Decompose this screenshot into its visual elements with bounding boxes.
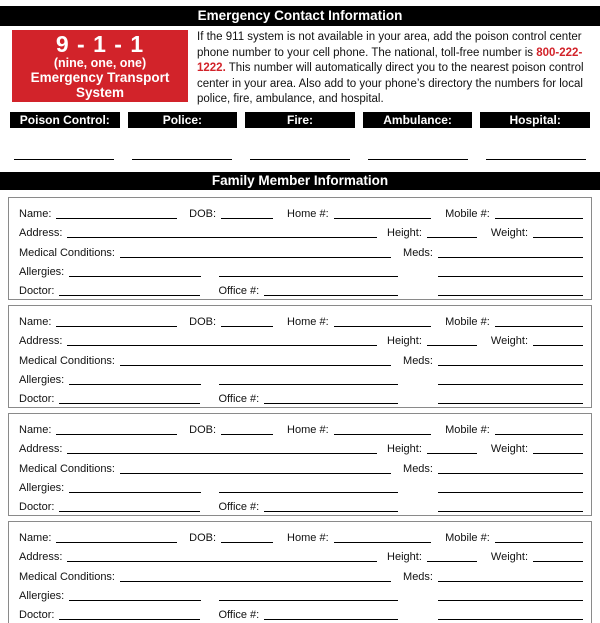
contact-label-ambulance: Ambulance: [363, 112, 473, 128]
poison-control-blank-line [14, 159, 114, 160]
member-row-allergies [19, 584, 583, 603]
family-section-bar [0, 172, 600, 190]
instructions-paragraph [197, 30, 588, 106]
header-title: Emergency Contact Information [197, 8, 403, 23]
meds-label: Meds: [403, 570, 433, 583]
dob-label: DOB: [189, 532, 217, 545]
meds-continuation-line-2 [438, 511, 583, 512]
weight-label: Weight: [490, 551, 528, 564]
allergies-blank-line [69, 492, 201, 493]
member-row-allergies [19, 476, 583, 495]
member-row-doctor [19, 495, 583, 514]
medical-conditions-label: Medical Conditions: [19, 354, 115, 367]
emergency-911-box [12, 30, 188, 102]
weight-blank-line [533, 237, 583, 238]
office-phone-blank-line [264, 403, 398, 404]
poison-control-phone-number: 800-222-1222. [197, 46, 583, 75]
height-label: Height: [387, 335, 422, 348]
member-row-doctor [19, 387, 583, 406]
home-phone-label: Home #: [287, 532, 329, 545]
doctor-blank-line [59, 295, 200, 296]
emergency-contact-fill-lines [0, 159, 600, 160]
emergency-contact-labels [0, 112, 600, 128]
office-phone-blank-line [264, 295, 398, 296]
height-label: Height: [387, 551, 422, 564]
member-row-address [19, 437, 583, 456]
member-row-doctor [19, 603, 583, 622]
meds-continuation-line-1 [438, 492, 583, 493]
allergies-continuation-line [219, 276, 398, 277]
meds-blank-line [438, 365, 583, 366]
member-row-allergies [19, 368, 583, 387]
medical-conditions-label: Medical Conditions: [19, 246, 115, 259]
home-phone-label: Home #: [287, 424, 329, 437]
police-blank-line [132, 159, 232, 160]
height-blank-line [427, 237, 477, 238]
dob-blank-line [221, 434, 273, 435]
home-phone-blank-line [334, 326, 432, 327]
allergies-blank-line [69, 276, 201, 277]
name-label: Name: [19, 532, 52, 545]
allergies-blank-line [69, 384, 201, 385]
weight-label: Weight: [490, 443, 528, 456]
emergency-system-label: Emergency Transport System [30, 70, 170, 100]
weight-blank-line [533, 453, 583, 454]
dob-blank-line [221, 326, 273, 327]
member-box [8, 521, 592, 623]
name-blank-line [56, 542, 177, 543]
allergies-continuation-line [219, 492, 398, 493]
mobile-phone-label: Mobile #: [445, 532, 490, 545]
dob-label: DOB: [189, 316, 217, 329]
ambulance-blank-line [368, 159, 468, 160]
header-bar [0, 6, 600, 26]
member-row-address [19, 221, 583, 240]
address-label: Address: [19, 335, 63, 348]
allergies-blank-line [69, 600, 201, 601]
address-blank-line [67, 453, 377, 454]
mobile-phone-blank-line [495, 326, 583, 327]
instructions-text-after: This number will automatically direct you to the nearest poison control center in your area. Also add to your phone’s directory the numbers for local police, fire, ambulance, and hospital. [197, 62, 584, 106]
fire-blank-line [250, 159, 350, 160]
home-phone-label: Home #: [287, 208, 329, 221]
home-phone-blank-line [334, 218, 432, 219]
allergies-continuation-line [219, 600, 398, 601]
medical-conditions-label: Medical Conditions: [19, 570, 115, 583]
height-label: Height: [387, 227, 422, 240]
office-phone-label: Office #: [218, 392, 260, 405]
office-phone-blank-line [264, 619, 398, 620]
name-label: Name: [19, 208, 52, 221]
office-phone-label: Office #: [218, 284, 260, 297]
doctor-blank-line [59, 511, 200, 512]
name-blank-line [56, 326, 177, 327]
member-row-doctor [19, 279, 583, 298]
member-box [8, 305, 592, 408]
member-row-name [19, 418, 583, 437]
mobile-phone-blank-line [495, 218, 583, 219]
home-phone-blank-line [334, 542, 432, 543]
dob-label: DOB: [189, 424, 217, 437]
member-box [8, 197, 592, 300]
office-phone-label: Office #: [218, 608, 260, 621]
meds-label: Meds: [403, 462, 433, 475]
contact-label-hospital: Hospital: [480, 112, 590, 128]
allergies-label: Allergies: [19, 589, 65, 602]
doctor-label: Doctor: [19, 608, 55, 621]
member-row-allergies [19, 260, 583, 279]
member-row-name [19, 310, 583, 329]
member-row-medical [19, 456, 583, 475]
name-label: Name: [19, 424, 52, 437]
allergies-label: Allergies: [19, 481, 65, 494]
doctor-label: Doctor: [19, 392, 55, 405]
mobile-phone-label: Mobile #: [445, 316, 490, 329]
home-phone-label: Home #: [287, 316, 329, 329]
height-blank-line [427, 345, 477, 346]
mobile-phone-label: Mobile #: [445, 424, 490, 437]
meds-label: Meds: [403, 246, 433, 259]
dob-blank-line [221, 542, 273, 543]
office-phone-blank-line [264, 511, 398, 512]
doctor-label: Doctor: [19, 284, 55, 297]
contact-label-poison-control: Poison Control: [10, 112, 120, 128]
address-label: Address: [19, 443, 63, 456]
mobile-phone-label: Mobile #: [445, 208, 490, 221]
doctor-label: Doctor: [19, 500, 55, 513]
doctor-blank-line [59, 619, 200, 620]
medical-conditions-label: Medical Conditions: [19, 462, 115, 475]
medical-conditions-blank-line [120, 257, 391, 258]
member-box [8, 413, 592, 516]
meds-continuation-line-2 [438, 295, 583, 296]
meds-blank-line [438, 257, 583, 258]
height-blank-line [427, 561, 477, 562]
height-label: Height: [387, 443, 422, 456]
meds-continuation-line-1 [438, 600, 583, 601]
medical-conditions-blank-line [120, 473, 391, 474]
height-blank-line [427, 453, 477, 454]
mobile-phone-blank-line [495, 542, 583, 543]
medical-conditions-blank-line [120, 581, 391, 582]
contact-label-police: Police: [128, 112, 238, 128]
name-blank-line [56, 434, 177, 435]
instructions-text-before: If the 911 system is not available in your area, add the poison control center phone number to your cell phone. The national, toll-free number is [197, 31, 582, 59]
member-row-name [19, 526, 583, 545]
allergies-label: Allergies: [19, 373, 65, 386]
contact-label-fire: Fire: [245, 112, 355, 128]
member-row-address [19, 545, 583, 564]
emergency-number: 9 - 1 - 1 [55, 31, 145, 57]
address-label: Address: [19, 551, 63, 564]
intro-section [12, 30, 588, 106]
weight-blank-line [533, 345, 583, 346]
meds-blank-line [438, 581, 583, 582]
emergency-number-phonetic: (nine, one, one) [53, 56, 147, 70]
meds-continuation-line-2 [438, 619, 583, 620]
doctor-blank-line [59, 403, 200, 404]
allergies-label: Allergies: [19, 265, 65, 278]
meds-continuation-line-2 [438, 403, 583, 404]
member-row-medical [19, 240, 583, 259]
member-row-name [19, 202, 583, 221]
meds-continuation-line-1 [438, 276, 583, 277]
family-section-title: Family Member Information [211, 173, 389, 188]
home-phone-blank-line [334, 434, 432, 435]
address-blank-line [67, 345, 377, 346]
address-blank-line [67, 561, 377, 562]
medical-conditions-blank-line [120, 365, 391, 366]
allergies-continuation-line [219, 384, 398, 385]
member-row-medical [19, 348, 583, 367]
member-row-medical [19, 564, 583, 583]
name-blank-line [56, 218, 177, 219]
member-box-list [8, 197, 592, 623]
office-phone-label: Office #: [218, 500, 260, 513]
meds-blank-line [438, 473, 583, 474]
weight-blank-line [533, 561, 583, 562]
meds-continuation-line-1 [438, 384, 583, 385]
member-row-address [19, 329, 583, 348]
meds-label: Meds: [403, 354, 433, 367]
name-label: Name: [19, 316, 52, 329]
weight-label: Weight: [490, 227, 528, 240]
dob-blank-line [221, 218, 273, 219]
mobile-phone-blank-line [495, 434, 583, 435]
address-label: Address: [19, 227, 63, 240]
hospital-blank-line [486, 159, 586, 160]
weight-label: Weight: [490, 335, 528, 348]
address-blank-line [67, 237, 377, 238]
dob-label: DOB: [189, 208, 217, 221]
